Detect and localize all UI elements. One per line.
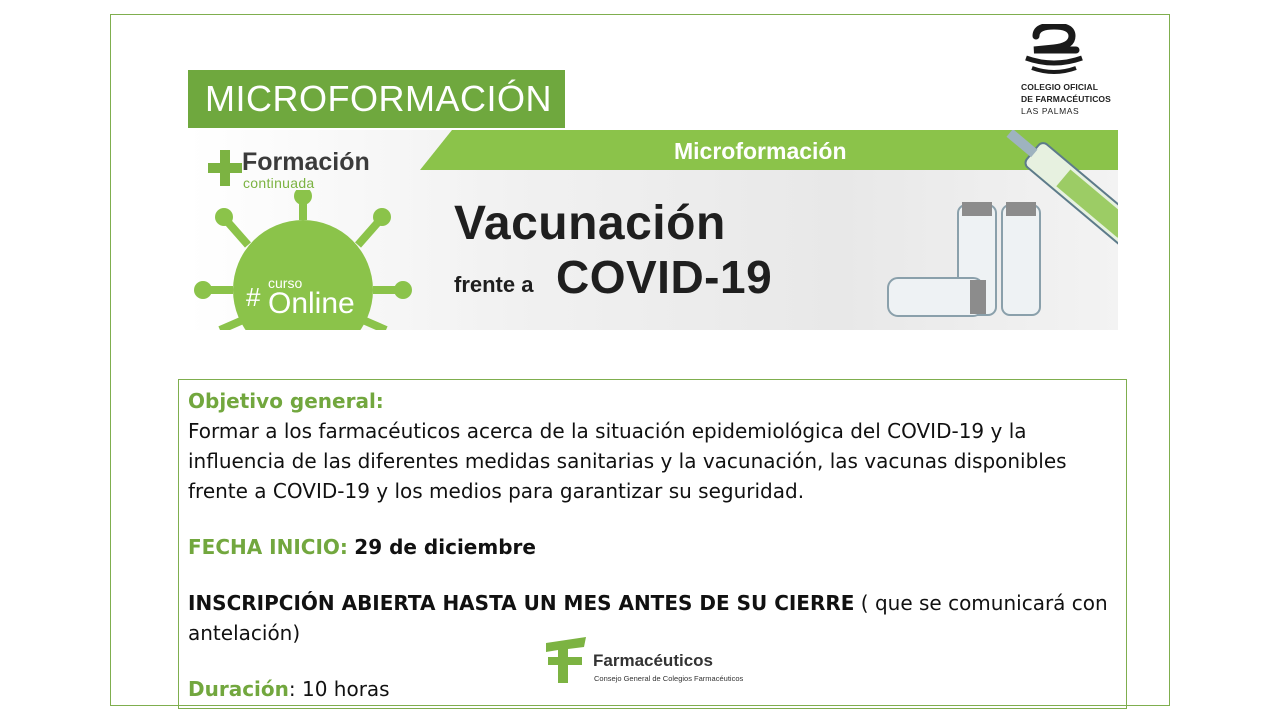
- colegio-logo-line3: LAS PALMAS: [1021, 106, 1080, 116]
- cross-icon: [208, 150, 242, 186]
- colegio-logo-line2: DE FARMACÉUTICOS: [1021, 94, 1111, 104]
- banner-main-title: Vacunación: [454, 197, 726, 250]
- banner-band-label: Microformación: [674, 138, 847, 164]
- inscripcion-rest: ( que se comunicará con antelación): [188, 591, 1108, 645]
- colegio-logo: [1020, 24, 1120, 120]
- vaccine-vials-icon: [878, 130, 1118, 330]
- objetivo-label: Objetivo general:: [188, 389, 384, 413]
- colegio-logo-mark-icon: [1022, 24, 1086, 76]
- farmaceuticos-logo-sub: Consejo General de Colegios Farmacéuticos: [594, 674, 744, 683]
- duracion-label: Duración: [188, 677, 289, 701]
- course-banner: [188, 130, 1118, 330]
- banner-covid: COVID-19: [556, 251, 773, 303]
- farmaceuticos-logo-name: Farmacéuticos: [593, 651, 713, 670]
- objetivo-text: Formar a los farmacéuticos acerca de la situación epidemiológica del COVID-19 y la influencia de las diferentes medidas sanitarias y la vacunación, las vacunas disponibles frente a COVID-19 y los medios para garantizar su seguridad.: [188, 419, 1067, 503]
- colegio-logo-line1: COLEGIO OFICIAL: [1021, 82, 1099, 92]
- fecha-label: FECHA INICIO:: [188, 535, 348, 559]
- fecha-inicio: [188, 532, 1123, 562]
- banner-brand-subtitle: continuada: [243, 175, 315, 191]
- inscripcion-bold: INSCRIPCIÓN ABIERTA HASTA UN MES ANTES DE SU CIERRE: [188, 591, 855, 615]
- banner-hash: #: [246, 282, 261, 312]
- fecha-value: 29 de diciembre: [354, 535, 536, 559]
- duracion-value: : 10 horas: [288, 677, 390, 701]
- banner-brand-title: Formación: [242, 148, 370, 176]
- farmaceuticos-logo: [542, 637, 742, 687]
- farmaceuticos-cross-icon: [542, 637, 590, 685]
- page-title: MICROFORMACIÓN: [188, 70, 565, 128]
- banner-online: Online: [268, 287, 355, 320]
- banner-curso: curso: [268, 275, 303, 291]
- banner-frente: frente a: [454, 272, 534, 297]
